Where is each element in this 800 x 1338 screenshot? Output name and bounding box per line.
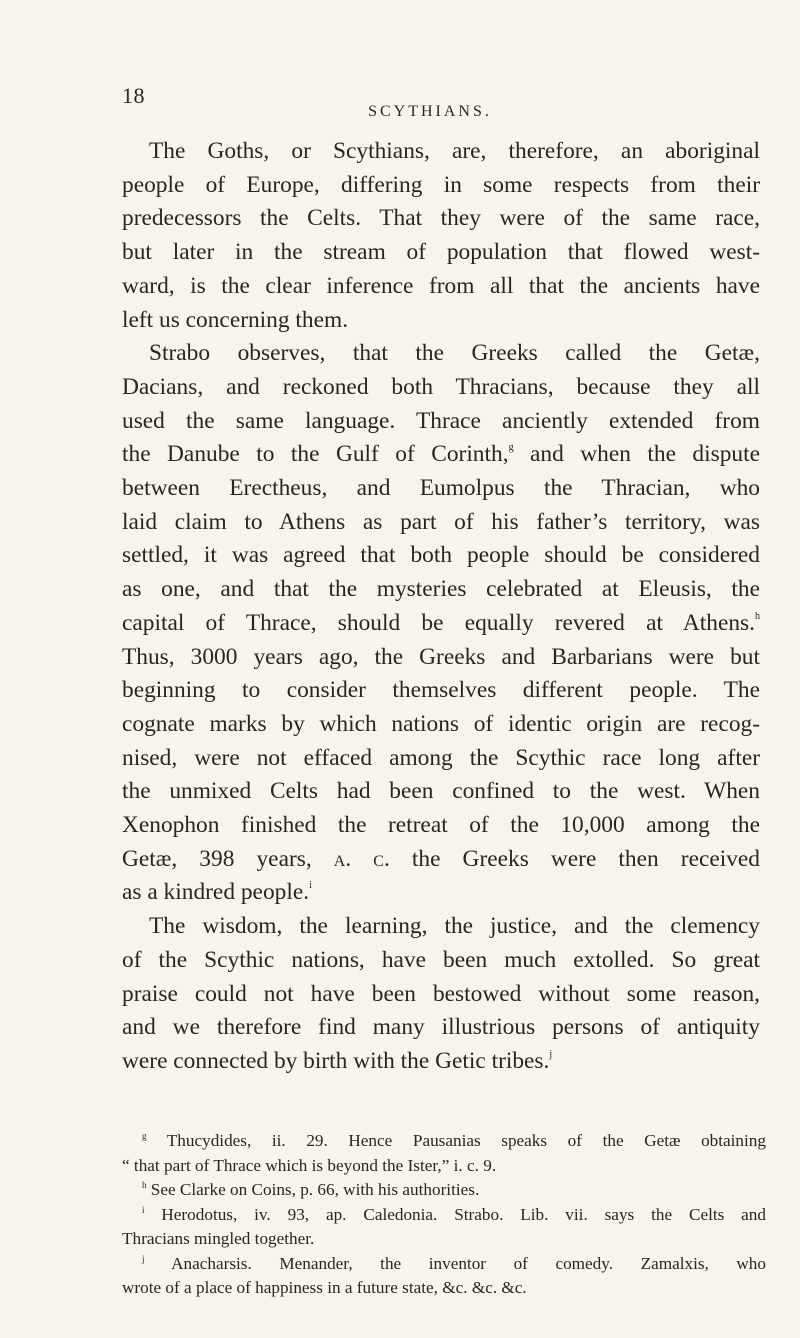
body-line: ward, is the clear inference from all that the ancients have <box>122 272 760 299</box>
body-line: were connected by birth with the Getic tribes.$^j$ <box>122 1047 553 1074</box>
body-line: praise could not have been bestowed without some reason, <box>122 980 760 1007</box>
footnotes <box>122 1129 766 1301</box>
body-line: as one, and that the mysteries celebrated at Eleusis, the <box>122 576 760 603</box>
body-line: The Goths, or Scythians, are, therefore, an aboriginal <box>149 138 760 164</box>
body-line: laid claim to Athens as part of his father’s territory, was <box>122 508 760 535</box>
body-line: Getæ, 398 years, a. c. the Greeks were then received <box>122 845 760 872</box>
body-line: nised, were not effaced among the Scythic race long after <box>122 744 760 771</box>
body-line: The wisdom, the learning, the justice, and the clemency <box>149 913 760 940</box>
body-line: between Erectheus, and Eumolpus the Thracian, who <box>122 475 760 502</box>
footnote-line: “ that part of Thrace which is beyond the Ister,” i. c. 9. <box>122 1155 497 1175</box>
body-line: Xenophon finished the retreat of the 10,000 among the <box>122 812 760 839</box>
footnote-line: $^g$ Thucydides, ii. 29. Hence Pausanias speaks of the Getæ obtaining <box>142 1131 766 1150</box>
footnote-ref-i: i <box>309 880 312 892</box>
page-number: 18 <box>122 83 145 108</box>
body-line: Strabo observes, that the Greeks called the Getæ, <box>149 340 760 367</box>
body-line: as a kindred people.$^i$ <box>122 879 312 906</box>
running-head: SCYTHIANS. <box>368 103 492 120</box>
footnote-ref-g: g <box>508 442 514 454</box>
body-line: settled, it was agreed that both people should be considered <box>122 542 760 569</box>
footnote-mark-h: h <box>142 1180 147 1190</box>
body-line: capital of Thrace, should be equally revered at Athens.$^h$ <box>122 609 760 636</box>
body-line: the unmixed Celts had been confined to the west. When <box>122 778 760 805</box>
body-line: left us concerning them. <box>122 306 349 333</box>
body-line: but later in the stream of population that flowed west- <box>122 239 760 266</box>
body-line: used the same language. Thrace anciently extended from <box>122 407 760 434</box>
footnote-mark-g: g <box>142 1131 147 1141</box>
footnote-mark-i: i <box>142 1204 145 1215</box>
body-line: people of Europe, differing in some respects from their <box>122 171 760 198</box>
era-abbreviation: a. c. <box>333 845 390 872</box>
body-line: cognate marks by which nations of identic origin are recog- <box>122 710 760 737</box>
body-line: of the Scythic nations, have been much extolled. So great <box>122 946 760 973</box>
body-line: Thus, 3000 years ago, the Greeks and Barbarians were but <box>122 643 760 670</box>
body-line: beginning to consider themselves different people. The <box>122 677 760 704</box>
footnote-ref-h: h <box>755 610 760 622</box>
footnote-line: wrote of a place of happiness in a future state, &c. &c. &c. <box>122 1278 527 1297</box>
body-line: the Danube to the Gulf of Corinth,$^g$ and when the dispute <box>122 441 760 468</box>
body-line: predecessors the Celts. That they were of the same race, <box>122 205 760 232</box>
footnote-line: $^h$ See Clarke on Coins, p. 66, with his authorities. <box>142 1180 480 1199</box>
footnote-line: Thracians mingled together. <box>122 1229 315 1248</box>
body-line: Dacians, and reckoned both Thracians, because they all <box>122 373 760 400</box>
footnote-line: $^j$ Anacharsis. Menander, the inventor of comedy. Zamalxis, who <box>142 1253 766 1273</box>
footnote-mark-j: j <box>142 1253 145 1264</box>
body-text <box>122 135 760 1079</box>
body-line: and we therefore find many illustrious persons of antiquity <box>122 1014 760 1041</box>
footnote-line: $^i$ Herodotus, iv. 93, ap. Caledonia. Strabo. Lib. vii. says the Celts and <box>142 1204 766 1224</box>
footnote-ref-j: j <box>549 1048 553 1060</box>
